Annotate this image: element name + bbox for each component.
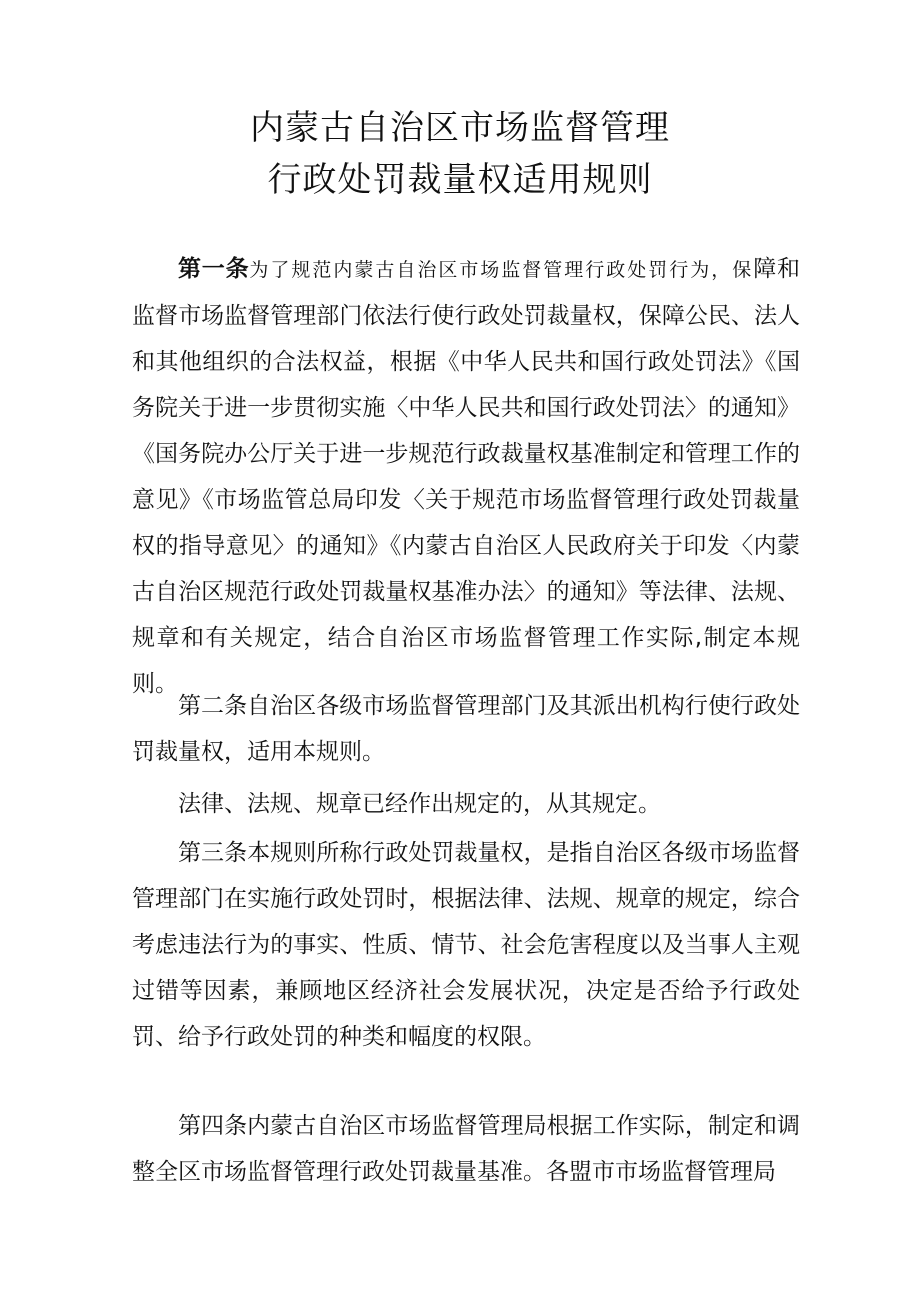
article-1-lead: 第一条 bbox=[178, 256, 250, 282]
article-1-text: 障和监督市场监督管理部门依法行使行政处罚裁量权，保障公民、法人和其他组织的合法权益，根据《中华人民共和国行政处罚法》《国务院关于进一步贯彻实施〈中华人民共和国行政处罚法〉的通知》《国务院办公厅关于进一步规范行政裁量权基准制定和管理工作的意见》《市场监管总局印发〈关于规范市场监督管理行政处罚裁量权的指导意见〉的通知》《内蒙古自治区人民政府关于印发〈内蒙古自治区规范行政处罚裁量权基准办法〉的通知》等法律、法规、规章和有关规定，结合自治区市场监督管理工作实际,制定本规则。 bbox=[132, 256, 801, 697]
article-1-small-run: 为了规范内蒙古自治区市场监督管理行政处罚行为，保 bbox=[249, 259, 754, 281]
article-3 bbox=[132, 830, 800, 1060]
article-2-clause-paragraph: 法律、法规、规章已经作出规定的，从其规定。 bbox=[178, 791, 661, 817]
article-2 bbox=[132, 683, 800, 775]
article-2-clause bbox=[132, 781, 800, 827]
article-1 bbox=[132, 246, 800, 707]
article-4-paragraph: 第四条内蒙古自治区市场监督管理局根据工作实际，制定和调整全区市场监督管理行政处罚裁量基准。各盟市市场监督管理局 bbox=[132, 1113, 800, 1185]
article-4 bbox=[132, 1103, 800, 1195]
document-title-line-2: 行政处罚裁量权适用规则 bbox=[267, 160, 653, 200]
article-1-paragraph bbox=[132, 246, 800, 707]
article-2-paragraph: 第二条自治区各级市场监督管理部门及其派出机构行使行政处罚裁量权，适用本规则。 bbox=[132, 693, 800, 765]
article-3-paragraph: 第三条本规则所称行政处罚裁量权，是指自治区各级市场监督管理部门在实施行政处罚时，根据法律、法规、规章的规定，综合考虑违法行为的事实、性质、情节、社会危害程度以及当事人主观过错等因素，兼顾地区经济社会发展状况，决定是否给予行政处罚、给予行政处罚的种类和幅度的权限。 bbox=[132, 840, 800, 1050]
document-title-line-1: 内蒙古自治区市场监督管理 bbox=[250, 108, 670, 148]
